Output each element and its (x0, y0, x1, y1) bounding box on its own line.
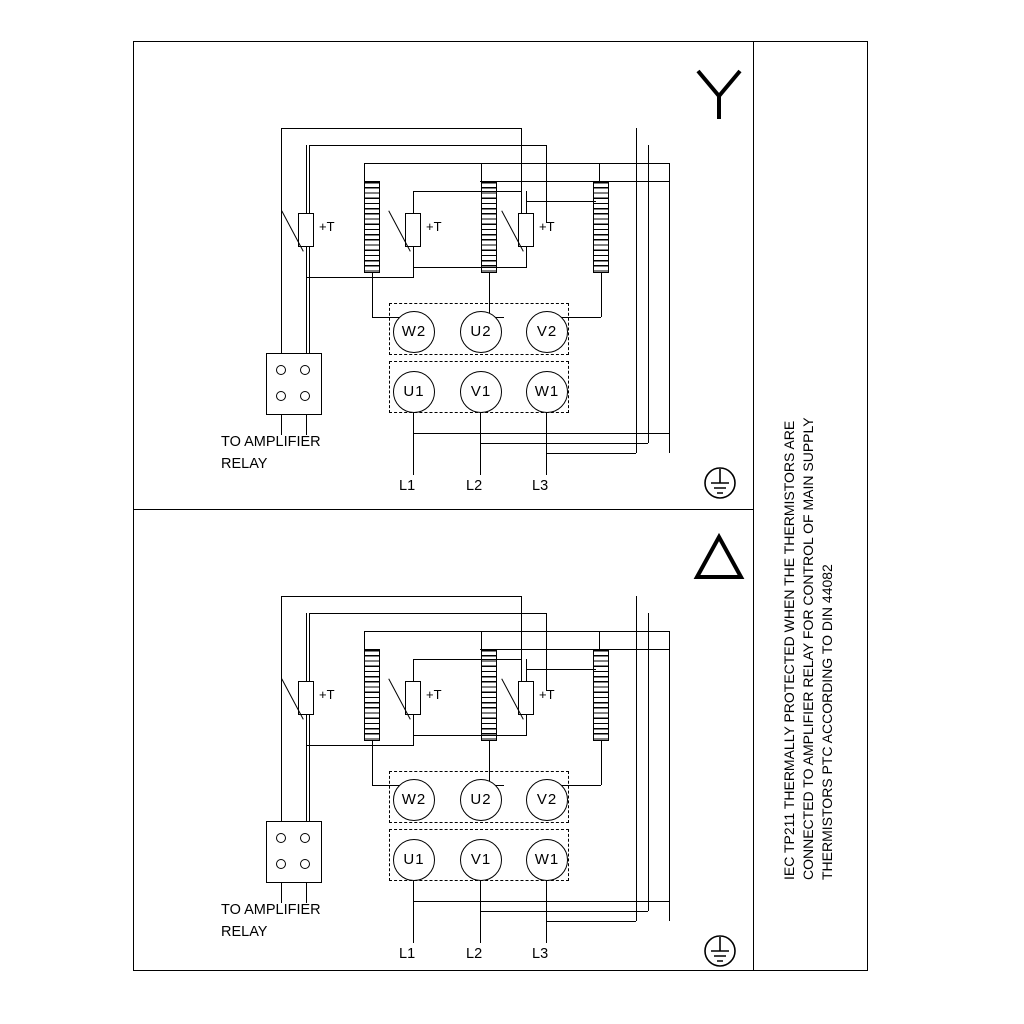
terminal-v2[interactable]: V2 (526, 779, 568, 821)
supply-label-l1: L1 (399, 946, 416, 962)
wire-return-2 (480, 911, 648, 912)
thermistor-1 (298, 213, 314, 247)
star-connection-icon (693, 66, 745, 124)
thermistor-label-3: +T (539, 219, 555, 234)
thermistor-label-3: +T (539, 687, 555, 702)
wire-coil3-bottom (601, 273, 602, 317)
supply-label-l2: L2 (466, 478, 483, 494)
wire-top-bus-3 (364, 631, 669, 632)
wire-therm1-top (306, 613, 307, 681)
wire-return-3 (546, 453, 636, 454)
wire-coil1-bottom (372, 273, 373, 317)
wire-therm2-link (413, 191, 521, 192)
connector-pin-3 (276, 859, 286, 869)
side-note-line-2: CONNECTED TO AMPLIFIER RELAY FOR CONTROL OF MAIN SUPPLY (800, 417, 816, 880)
wire-drop-h (669, 163, 670, 453)
wire-therm2-bottom (413, 715, 414, 745)
wire-coil1-bottom (372, 741, 373, 785)
diagram-panel-delta (133, 509, 754, 977)
wire-top-bus-2 (309, 613, 546, 614)
wire-therm3-bottom (526, 247, 527, 267)
connector-pin-1 (276, 365, 286, 375)
side-note-line-3: THERMISTORS PTC ACCORDING TO DIN 44082 (819, 564, 835, 880)
thermistor-2 (405, 213, 421, 247)
wire-connector-out-1 (281, 883, 282, 903)
wire-drop-d (521, 128, 522, 223)
wire-therm2-return (306, 745, 414, 746)
wire-therm1-top (306, 145, 307, 213)
terminal-u1[interactable]: U1 (393, 371, 435, 413)
amplifier-note-line2: RELAY (221, 456, 268, 472)
thermistor-label-2: +T (426, 687, 442, 702)
wire-therm3-link (526, 201, 596, 202)
wire-return-riser-1 (648, 613, 649, 911)
wire-top-bus-4 (480, 181, 670, 182)
delta-connection-icon (693, 531, 745, 583)
connector-pin-4 (300, 391, 310, 401)
connector-pin-2 (300, 365, 310, 375)
wire-top-bus-1 (281, 596, 521, 597)
supply-label-l1: L1 (399, 478, 416, 494)
wire-connector-out-2 (306, 415, 307, 435)
wire-return-riser-2 (636, 128, 637, 453)
earth-ground-icon (696, 929, 744, 973)
wire-therm2-link (413, 659, 521, 660)
diagram-panel-star (133, 41, 754, 509)
wire-therm2-return (306, 277, 414, 278)
wire-return-1 (413, 433, 669, 434)
wire-therm3-bottom (526, 715, 527, 735)
wire-l1 (413, 881, 414, 943)
wire-drop-f (546, 613, 547, 691)
thermistor-label-1: +T (319, 219, 335, 234)
wire-top-bus-3 (364, 163, 669, 164)
wire-drop-f (546, 145, 547, 223)
wire-return-3 (546, 921, 636, 922)
terminal-v2[interactable]: V2 (526, 311, 568, 353)
side-note-line-1: IEC TP211 THERMALLY PROTECTED WHEN THE THERMISTORS ARE (781, 420, 797, 880)
terminal-w2[interactable]: W2 (393, 779, 435, 821)
wire-therm2-top (413, 659, 414, 681)
winding-coil-1 (364, 181, 380, 273)
amplifier-connector[interactable] (266, 821, 322, 883)
terminal-w1[interactable]: W1 (526, 839, 568, 881)
amplifier-note-line2: RELAY (221, 924, 268, 940)
wire-return-riser-1 (648, 145, 649, 443)
terminal-v1[interactable]: V1 (460, 839, 502, 881)
terminal-u2[interactable]: U2 (460, 311, 502, 353)
wire-top-bus-4 (480, 649, 670, 650)
wire-return-1 (413, 901, 669, 902)
winding-coil-1 (364, 649, 380, 741)
thermistor-2 (405, 681, 421, 715)
winding-coil-2 (481, 649, 497, 741)
wire-drop-h (669, 631, 670, 921)
thermistor-3 (518, 213, 534, 247)
thermistor-label-2: +T (426, 219, 442, 234)
connector-pin-3 (276, 391, 286, 401)
amplifier-connector[interactable] (266, 353, 322, 415)
wire-drop-d (521, 596, 522, 691)
connector-pin-1 (276, 833, 286, 843)
winding-coil-3 (593, 649, 609, 741)
connector-pin-4 (300, 859, 310, 869)
terminal-v1[interactable]: V1 (460, 371, 502, 413)
wire-top-bus-1 (281, 128, 521, 129)
wire-return-riser-2 (636, 596, 637, 921)
supply-label-l3: L3 (532, 478, 549, 494)
wire-coil3-bottom (601, 741, 602, 785)
supply-label-l3: L3 (532, 946, 549, 962)
terminal-u2[interactable]: U2 (460, 779, 502, 821)
wire-therm2-bottom (413, 247, 414, 277)
thermistor-1 (298, 681, 314, 715)
wire-therm2-top (413, 191, 414, 213)
winding-coil-3 (593, 181, 609, 273)
wire-l1 (413, 413, 414, 475)
thermistor-3 (518, 681, 534, 715)
thermistor-label-1: +T (319, 687, 335, 702)
amplifier-note-line1: TO AMPLIFIER (221, 434, 321, 450)
wire-therm3-return (413, 735, 527, 736)
terminal-w1[interactable]: W1 (526, 371, 568, 413)
wire-therm3-link (526, 669, 596, 670)
amplifier-note-line1: TO AMPLIFIER (221, 902, 321, 918)
wire-connector-out-2 (306, 883, 307, 903)
winding-coil-2 (481, 181, 497, 273)
wire-therm3-return (413, 267, 527, 268)
connector-pin-2 (300, 833, 310, 843)
wire-return-2 (480, 443, 648, 444)
earth-ground-icon (696, 461, 744, 505)
wire-top-bus-2 (309, 145, 546, 146)
terminal-w2[interactable]: W2 (393, 311, 435, 353)
wire-connector-out-1 (281, 415, 282, 435)
terminal-u1[interactable]: U1 (393, 839, 435, 881)
supply-label-l2: L2 (466, 946, 483, 962)
